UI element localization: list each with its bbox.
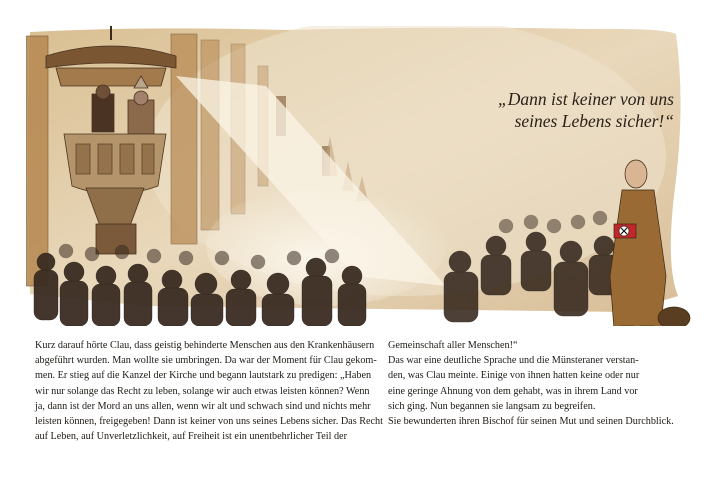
left-line: Kurz darauf hörte Clau, dass geistig behinderte Menschen aus den Krankenhäusern xyxy=(35,340,375,351)
right-line: sich ging. Nun begannen sie langsam zu begreifen. xyxy=(388,400,596,412)
right-line: Sie bewunderten ihren Bischof für seinen Mut und seinen Durchblick. xyxy=(388,416,674,428)
left-line: auf Leben, auf Unverletzlichkeit, auf Freiheit ist ein unentbehrlicher Teil der xyxy=(35,431,347,443)
right-line: Das war eine deutliche Sprache und die Münsteraner verstan- xyxy=(388,355,639,367)
left-line: men. Er stieg auf die Kanzel der Kirche und begann lautstark zu predigen: „Haben xyxy=(35,370,372,382)
left-line: wir nur solange das Recht zu leben, solange wir auch etwas leisten können? Wenn xyxy=(35,385,370,397)
church-sermon-illustration xyxy=(26,26,701,326)
illustration-quote xyxy=(404,88,674,132)
left-line: leisten können, freigegeben! Dann ist keiner von uns seines Lebens sicher. Das Recht xyxy=(35,416,383,428)
left-line: abgeführt wurden. Man wollte sie umbringen. Da war der Moment für Clau gekom- xyxy=(35,355,377,367)
left-text-column xyxy=(35,338,383,444)
quote-line-1: „Dann ist keiner von uns xyxy=(498,89,674,109)
right-line: den, was Clau meinte. Einige von ihnen hatten keine oder nur xyxy=(388,370,640,382)
left-line: ja, dann ist der Mord an uns allen, wenn wir alt und schwach sind und nichts mehr xyxy=(35,400,371,412)
quote-line-2: seines Lebens sicher!“ xyxy=(514,111,674,131)
right-line: eine geringe Ahnung von dem gehabt, was in ihrem Land vor xyxy=(388,385,638,397)
right-line: Gemeinschaft aller Menschen!“ xyxy=(388,340,518,351)
right-text-column xyxy=(388,338,674,429)
